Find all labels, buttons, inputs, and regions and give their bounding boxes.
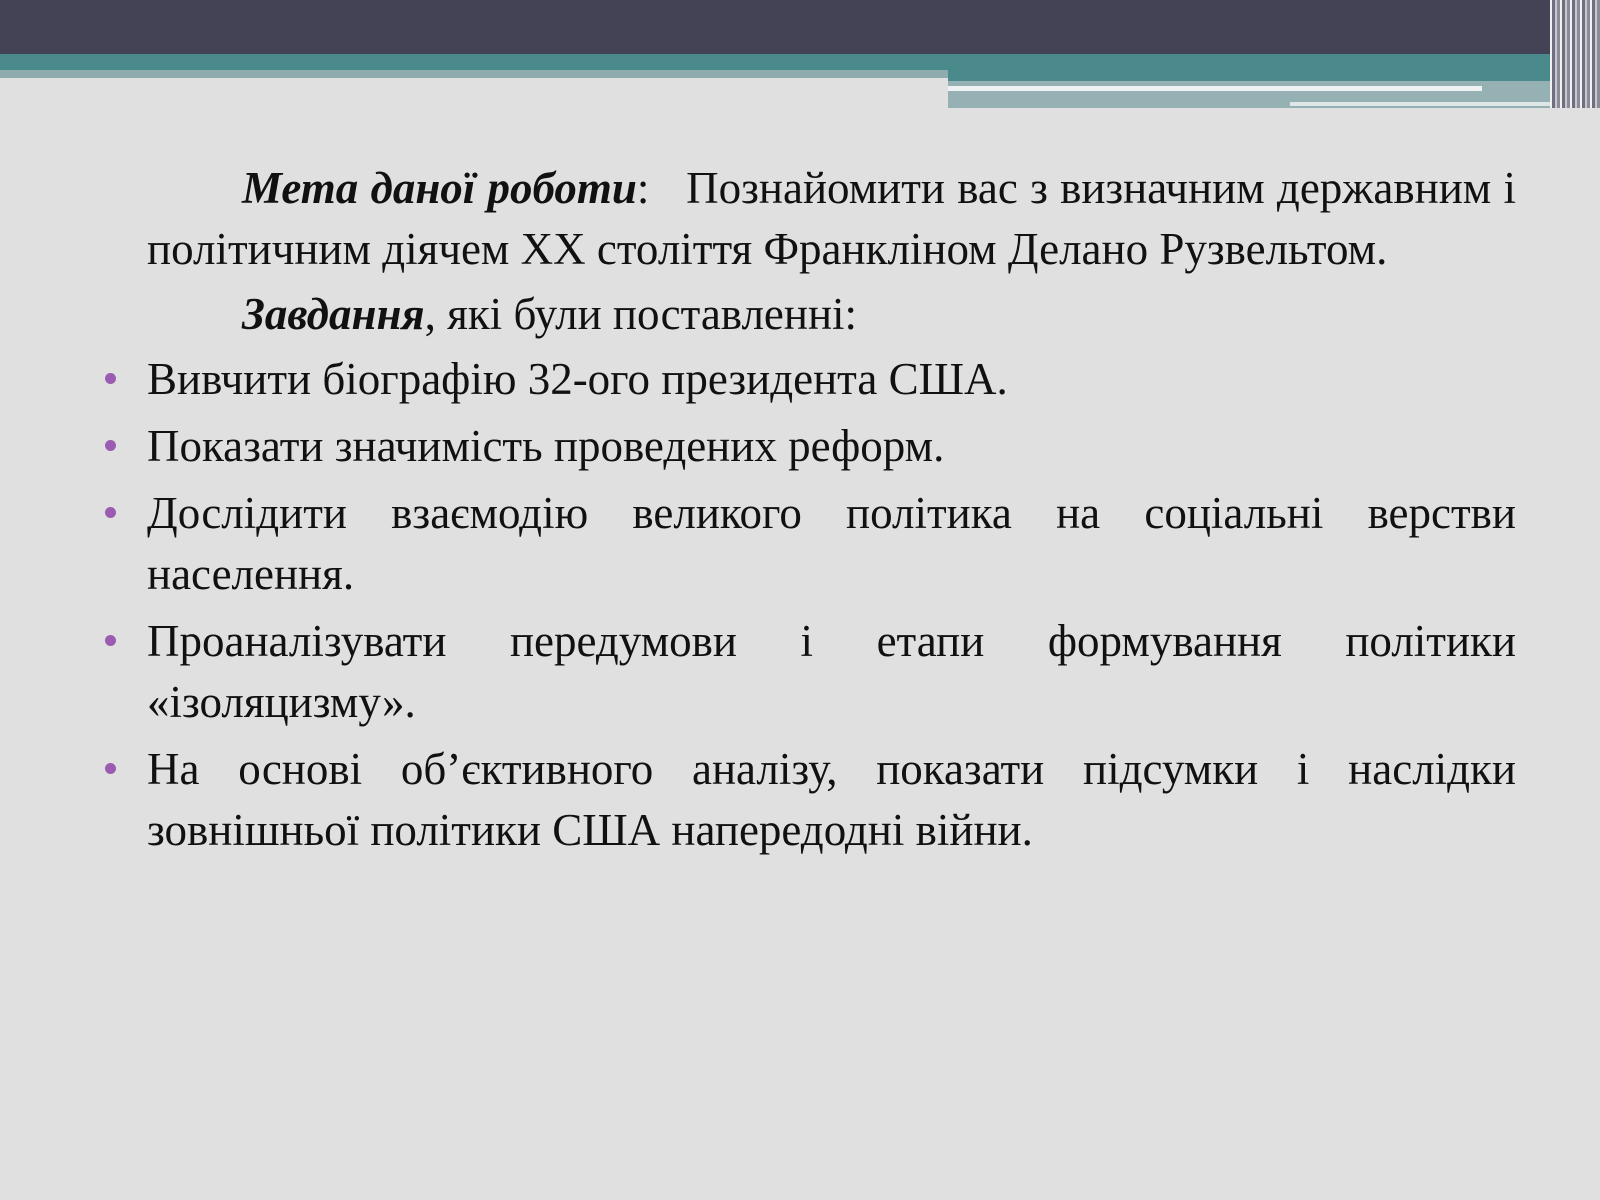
header-bar <box>0 0 1600 54</box>
goal-colon: : <box>636 163 650 213</box>
goal-text: Познайомити вас з визначним державним і політичним діячем ХХ століття Франкліном Делано Рузвельтом. <box>147 163 1516 274</box>
list-item <box>147 416 1516 477</box>
tasks-lead: Завдання <box>242 289 425 339</box>
header-thin-line <box>948 86 1482 91</box>
task-text: Вивчити біографію 32-ого президента США. <box>147 354 1008 404</box>
header-light-stripe <box>0 70 948 78</box>
task-text: На основі об’єктивного аналізу, показати підсумки і наслідки зовнішньої політики США напередодні війни. <box>147 744 1516 855</box>
slide-content <box>147 158 1516 867</box>
bullet-icon <box>105 373 116 384</box>
bullet-icon <box>105 507 116 518</box>
tasks-list <box>147 349 1516 861</box>
tasks-intro-text: , які були поставленні: <box>424 289 858 339</box>
task-text: Проаналізувати передумови і етапи формування політики «ізоляцизму». <box>147 616 1516 727</box>
task-text: Показати значимість проведених реформ. <box>147 421 945 471</box>
list-item <box>147 739 1516 861</box>
task-text: Дослідити взаємодію великого політика на соціальні верстви населення. <box>147 488 1516 599</box>
goal-paragraph <box>147 158 1516 280</box>
list-item <box>147 611 1516 733</box>
list-item <box>147 349 1516 410</box>
list-item <box>147 483 1516 605</box>
header-accent-stripe <box>0 54 1600 70</box>
bullet-icon <box>105 635 116 646</box>
header-accent-extension <box>948 70 1600 81</box>
bullet-icon <box>105 440 116 451</box>
bullet-icon <box>105 763 116 774</box>
header-vertical-stripes <box>1550 0 1600 108</box>
tasks-intro <box>147 284 1516 345</box>
goal-lead: Мета даної роботи <box>242 163 637 213</box>
